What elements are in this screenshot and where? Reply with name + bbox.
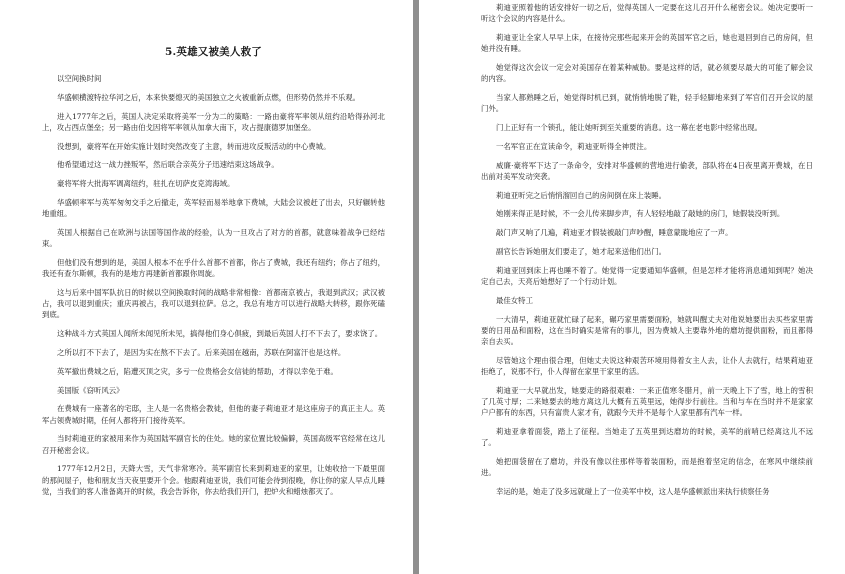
paragraph: 她刚来得正是时候，不一会儿传来脚步声，有人轻轻地敲了敲她的房门，她假装没听到。 [496,209,785,219]
paragraph: 莉迪亚照着他的话安排好一切之后，觉得英国人一定要在这儿召开什么秘密会议。她决定要听一听这个会议的内容是什么。 [481,3,813,24]
paragraph: 当时莉迪亚的家被用来作为英国陆军副官长的住处。她的家位置比较偏僻，英国高级军官经常在这儿召开秘密会议。 [42,434,385,455]
paragraph: 幸运的是，她走了没多远就碰上了一位美军中校，这人是华盛顿派出来执行侦察任务 [496,486,770,496]
paragraph: 莉迪亚拿着面袋，踏上了征程。当她走了五英里到达磨坊的时候，美军的前哨已经离这儿不远了。 [481,426,813,448]
paragraph: 豪将军将大批海军调离纽约，驻扎在切萨皮克湾海域。 [57,179,235,189]
left-page [0,0,413,574]
paragraph: 莉迪亚一大早就出发，她要走的路很艰难：一来正值寒冬腊月，前一天晚上下了雪，地上的雪积了几英寸厚；二来她要去的地方离这儿大概有五英里远，她得步行前往。当和与车在当时并不是家家户户都有的东西，只有富贵人家才有，就跟今天并不是每个人家里都有汽车一样。 [481,385,813,418]
paragraph: 这种战斗方式英国人闻所未闻见所未见，搞得他们身心俱疲，到最后英国人打不下去了，要求饶了。 [57,329,383,339]
paragraph: 进入1777年之后，英国人决定采取将美军一分为二的策略：一路由豪将军率领从纽约沿哈得孙河北上，攻占西点堡垒；另一路由伯戈因将军率领从加拿大南下，攻占提康德罗加堡垒。 [42,111,385,132]
paragraph: 莉迪亚回到床上再也睡不着了。她觉得一定要通知华盛顿，但是怎样才能将消息通知到呢？她决定自己去，天亮后她想好了一个行动计划。 [481,265,813,286]
paragraph: 敲门声又响了几遍，莉迪亚才假装被敲门声吵醒，睡意蒙眬地应了一声。 [496,228,733,238]
left-page-body [42,73,385,497]
paragraph: 一大清早，莉迪亚就忙碌了起来，碾巧家里需要面粉，她就叫醒丈夫对他说她要出去买些家里需要的日用品和面粉，这在当时确实是常有的事儿，因为费城人主要靠外地的磨坊提供面粉，而且都得亲自去买。 [481,314,813,346]
paragraph: 莉迪亚听完之后悄悄溜回自己的房间倒在床上装睡。 [496,190,666,200]
paragraph: 一名军官正在宣读命令，莉迪亚听得全神贯注。 [496,141,652,151]
section-heading: 美国版《窃听风云》 [57,385,124,395]
paragraph: 华盛顿横渡特拉华河之后，本来快要熄灭的美国独立之火被重新点燃，但形势仍然并不乐观。 [57,92,361,102]
paragraph: 没想到，豪将军在开始实施计划时突然改变了主意，转而进攻反叛活动的中心费城。 [57,141,331,151]
paragraph: 她把面袋留在了磨坊，并没有像以往那样等着装面粉，而是抱着坚定的信念，在寒风中继续前进。 [481,456,813,478]
right-page-body [481,2,813,497]
paragraph: 在费城有一座著名的宅邸，主人是一名贵格会教徒，但他的妻子莉迪亚才是这座房子的真正主人。英军占领费城时期，任何人都将开门接待英军。 [42,404,385,425]
paragraph: 他希望通过这一战力挫叛军，然后联合亲英分子迅速结束这场战争。 [57,160,279,170]
paragraph: 副官长告诉她朋友们要走了，她才起来送他们出门。 [496,246,666,256]
paragraph: 门上正好有一个锁孔，能让她听到至关重要的消息。这一幕在老电影中经常出现。 [496,123,763,132]
paragraph: 她觉得这次会议一定会对美国存在着某种威胁。要是这样的话，就必须要尽最大的可能了解会议的内容。 [481,63,813,84]
paragraph: 之所以打不下去了，是因为实在熬不下去了。后来美国在越南，苏联在阿富汗也是这样。 [57,347,346,357]
paragraph: 华盛顿率军与英军匆匆交手之后撤走，英军轻而易举地拿下费城，大陆会议被赶了出去，只好辗转他地重组。 [42,197,385,219]
right-page [419,0,845,574]
paragraph: 威廉·豪将军下达了一条命令，安排对华盛顿的营地进行偷袭，部队将在4日夜里离开费城，在日出前对美军发动突袭。 [481,160,813,181]
paragraph: 当家人都熟睡之后，她觉得时机已到，就悄悄地脱了鞋，轻手轻脚地来到了军官们召开会议的屋门外。 [481,93,813,114]
section-heading: 最佳女特工 [496,295,533,305]
paragraph: 这与后来中国军队抗日的时候以空间换取时间的战略非常相像：首都南京被占，我退到武汉；武汉被占，我可以退到重庆；重庆再被占，我可以退到拉萨。总之，我总有地方可以进行战略大转移，跟你死磕到底。 [42,287,385,320]
section-heading: 以空间换时间 [57,74,102,83]
paragraph: 尽管她这个理由很合理，但她丈夫说这种艰苦环境用得着女主人去，让仆人去就行，结果莉迪亚拒绝了，说那不行，仆人得留在家里干家里的活。 [481,355,813,376]
paragraph: 1777年12月2日，天降大雪，天气非常寒冷。英军副官长来到莉迪亚的家里，让她收拾一下最里面的那间屋子，他和朋友当天夜里要开个会。他跟莉迪亚说，我们可能会待到很晚，你让你的家人早点儿睡觉，当我们的客人准备离开的时候，我会告诉你，你去给我们开门，把炉火和蜡烛都灭了。 [42,464,385,496]
paragraph: 莉迪亚让全家人早早上床，在接待完那些起来开会的英国军官之后，她也退回到自己的房间，但她并没有睡。 [481,33,813,54]
chapter-title: 5.英雄又被美人救了 [165,46,262,58]
paragraph: 英国人根据自己在欧洲与法国等国作战的经验，认为一旦攻占了对方的首都，就意味着战争已经结束。 [42,227,385,249]
paragraph: 英军撤出费城之后，陷遭灭顶之灾，多亏一位贵格会女信徒的帮助，才得以幸免于难。 [57,366,338,376]
paragraph: 但他们没有想到的是，美国人根本不在乎什么首都不首都，你占了费城，我还有纽约；你占了纽约，我还有查尔斯顿，我有的是地方再建新首都跟你周旋。 [42,257,385,279]
